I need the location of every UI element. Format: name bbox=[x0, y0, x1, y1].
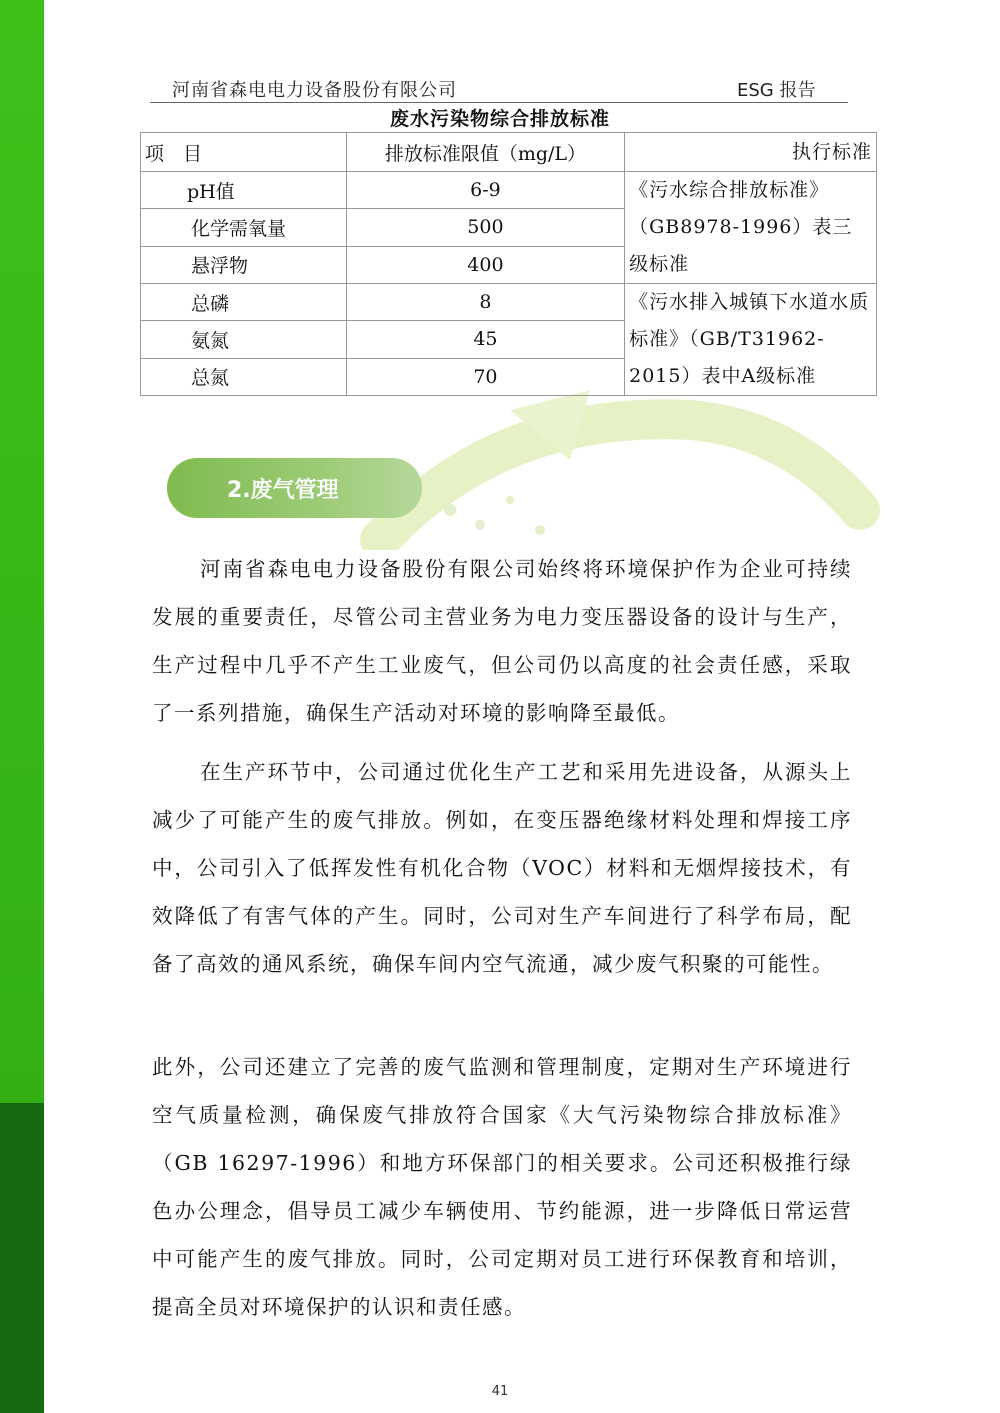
table-title: 废水污染物综合排放标准 bbox=[389, 108, 610, 130]
section-heading-pill bbox=[167, 458, 422, 518]
body-paragraph: 河南省森电电力设备股份有限公司始终将环境保护作为企业可持续发展的重要责任，尽管公司主营业务为电力变压器设备的设计与生产，生产过程中几乎不产生工业废气，但公司仍以高度的社会责任感，采取了一系列措施，确保生产活动对环境的影响降至最低。 bbox=[152, 557, 852, 725]
emission-standard-table bbox=[140, 132, 877, 396]
table-header-row bbox=[141, 133, 877, 172]
cell-limit: 70 bbox=[346, 358, 624, 395]
cell-item: 化学需氧量 bbox=[141, 209, 347, 246]
sidebar-accent-top bbox=[0, 0, 44, 1103]
column-header-standard: 执行标准 bbox=[625, 133, 877, 172]
cell-item: 总氮 bbox=[141, 358, 347, 395]
cell-item: 总磷 bbox=[141, 284, 347, 321]
cell-item: 氨氮 bbox=[141, 321, 347, 358]
body-paragraph: 在生产环节中，公司通过优化生产工艺和采用先进设备，从源头上减少了可能产生的废气排放。例如，在变压器绝缘材料处理和焊接工序中，公司引入了低挥发性有机化合物（VOC）材料和无烟焊接技术，有效降低了有害气体的产生。同时，公司对生产车间进行了科学布局，配备了高效的通风系统，确保车间内空气流通，减少废气积聚的可能性。 bbox=[152, 760, 852, 976]
cell-standard-2: 《污水排入城镇下水道水质标准》（GB/T31962-2015）表中A级标准 bbox=[625, 284, 877, 396]
cell-limit: 400 bbox=[346, 246, 624, 283]
body-paragraph: 此外，公司还建立了完善的废气监测和管理制度，定期对生产环境进行空气质量检测，确保废气排放符合国家《大气污染物综合排放标准》（GB 16297-1996）和地方环保部门的相关要求。公司还积极推行绿色办公理念，倡导员工减少车辆使用、节约能源，进一步降低日常运营中可能产生的废气排放。同时，公司定期对员工进行环保教育和培训，提高全员对环境保护的认识和责任感。 bbox=[152, 1055, 852, 1319]
page-number: 41 bbox=[491, 1384, 509, 1399]
header-divider bbox=[150, 102, 848, 103]
header-company-name: 河南省森电电力设备股份有限公司 bbox=[172, 80, 457, 101]
cell-limit: 500 bbox=[346, 209, 624, 246]
sidebar-accent-bottom bbox=[0, 1103, 44, 1413]
column-header-limit: 排放标准限值（mg/L） bbox=[346, 133, 624, 172]
cell-limit: 45 bbox=[346, 321, 624, 358]
cell-limit: 8 bbox=[346, 284, 624, 321]
column-header-item: 项 目 bbox=[141, 133, 347, 172]
cell-standard-1: 《污水综合排放标准》（GB8978-1996）表三级标准 bbox=[625, 172, 877, 284]
section-heading-text: 2.废气管理 bbox=[227, 477, 339, 503]
cell-item: 悬浮物 bbox=[141, 246, 347, 283]
header-report-label: ESG 报告 bbox=[737, 80, 816, 101]
recycle-arrow-watermark bbox=[360, 390, 880, 550]
table-row bbox=[141, 172, 877, 209]
table-row bbox=[141, 284, 877, 321]
cell-item: pH值 bbox=[141, 172, 347, 209]
cell-limit: 6-9 bbox=[346, 172, 624, 209]
